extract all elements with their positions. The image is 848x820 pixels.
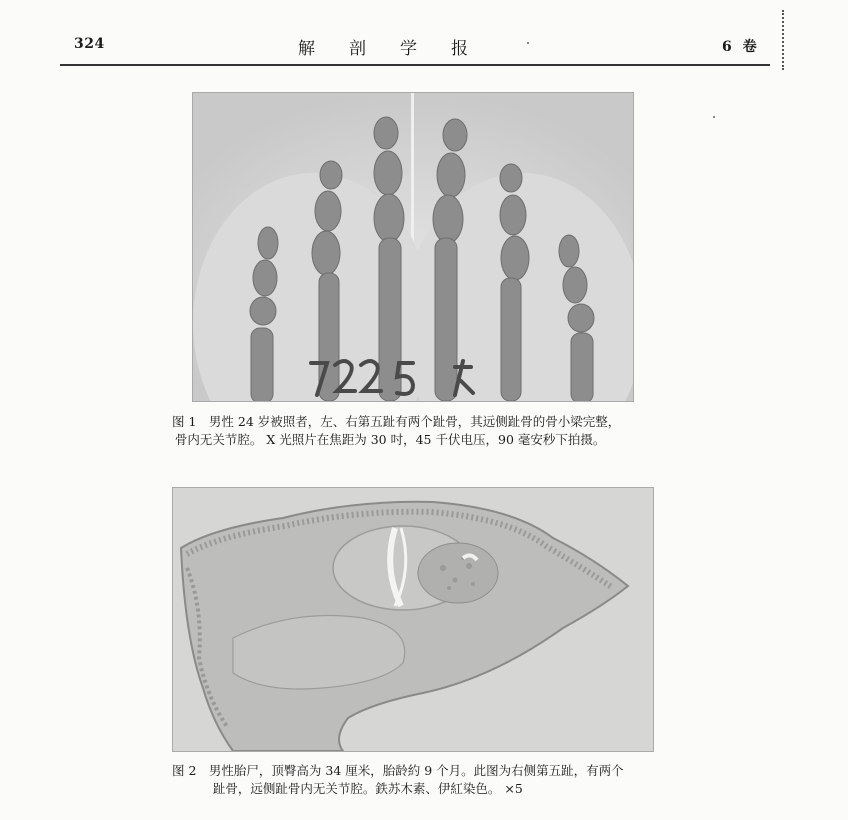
figure-1-caption-line-2: 骨内无关节腔。 X 光照片在焦距为 30 吋，45 千伏电压，90 毫安秒下拍摄。 [174, 432, 606, 447]
volume-label: 6 卷 [722, 39, 760, 55]
figure-2-caption-line-2: 趾骨，远侧趾骨内无关节腔。鉄苏木素、伊紅染色。 ×5 [212, 781, 523, 796]
scan-speck [527, 42, 529, 44]
journal-title: 解剖学报 [298, 39, 502, 59]
page-number: 324 [74, 36, 105, 52]
page-edge-mark [782, 10, 788, 70]
figure-2-caption [172, 762, 624, 798]
header-rule [60, 64, 770, 66]
figure-2-caption-line-1: 图 2 男性胎尸，顶臀高为 34 厘米，胎龄約 9 个月。此图为右侧第五趾，有两个 [172, 763, 624, 778]
figure-1-caption [172, 413, 620, 449]
figure-1-caption-line-1: 图 1 男性 24 岁被照者，左、右第五趾有两个趾骨，其远侧趾骨的骨小梁完整， [172, 414, 621, 429]
scan-speck [713, 116, 715, 118]
figure-2-histology-image [172, 487, 654, 752]
figure-1-xray-image [192, 92, 634, 402]
